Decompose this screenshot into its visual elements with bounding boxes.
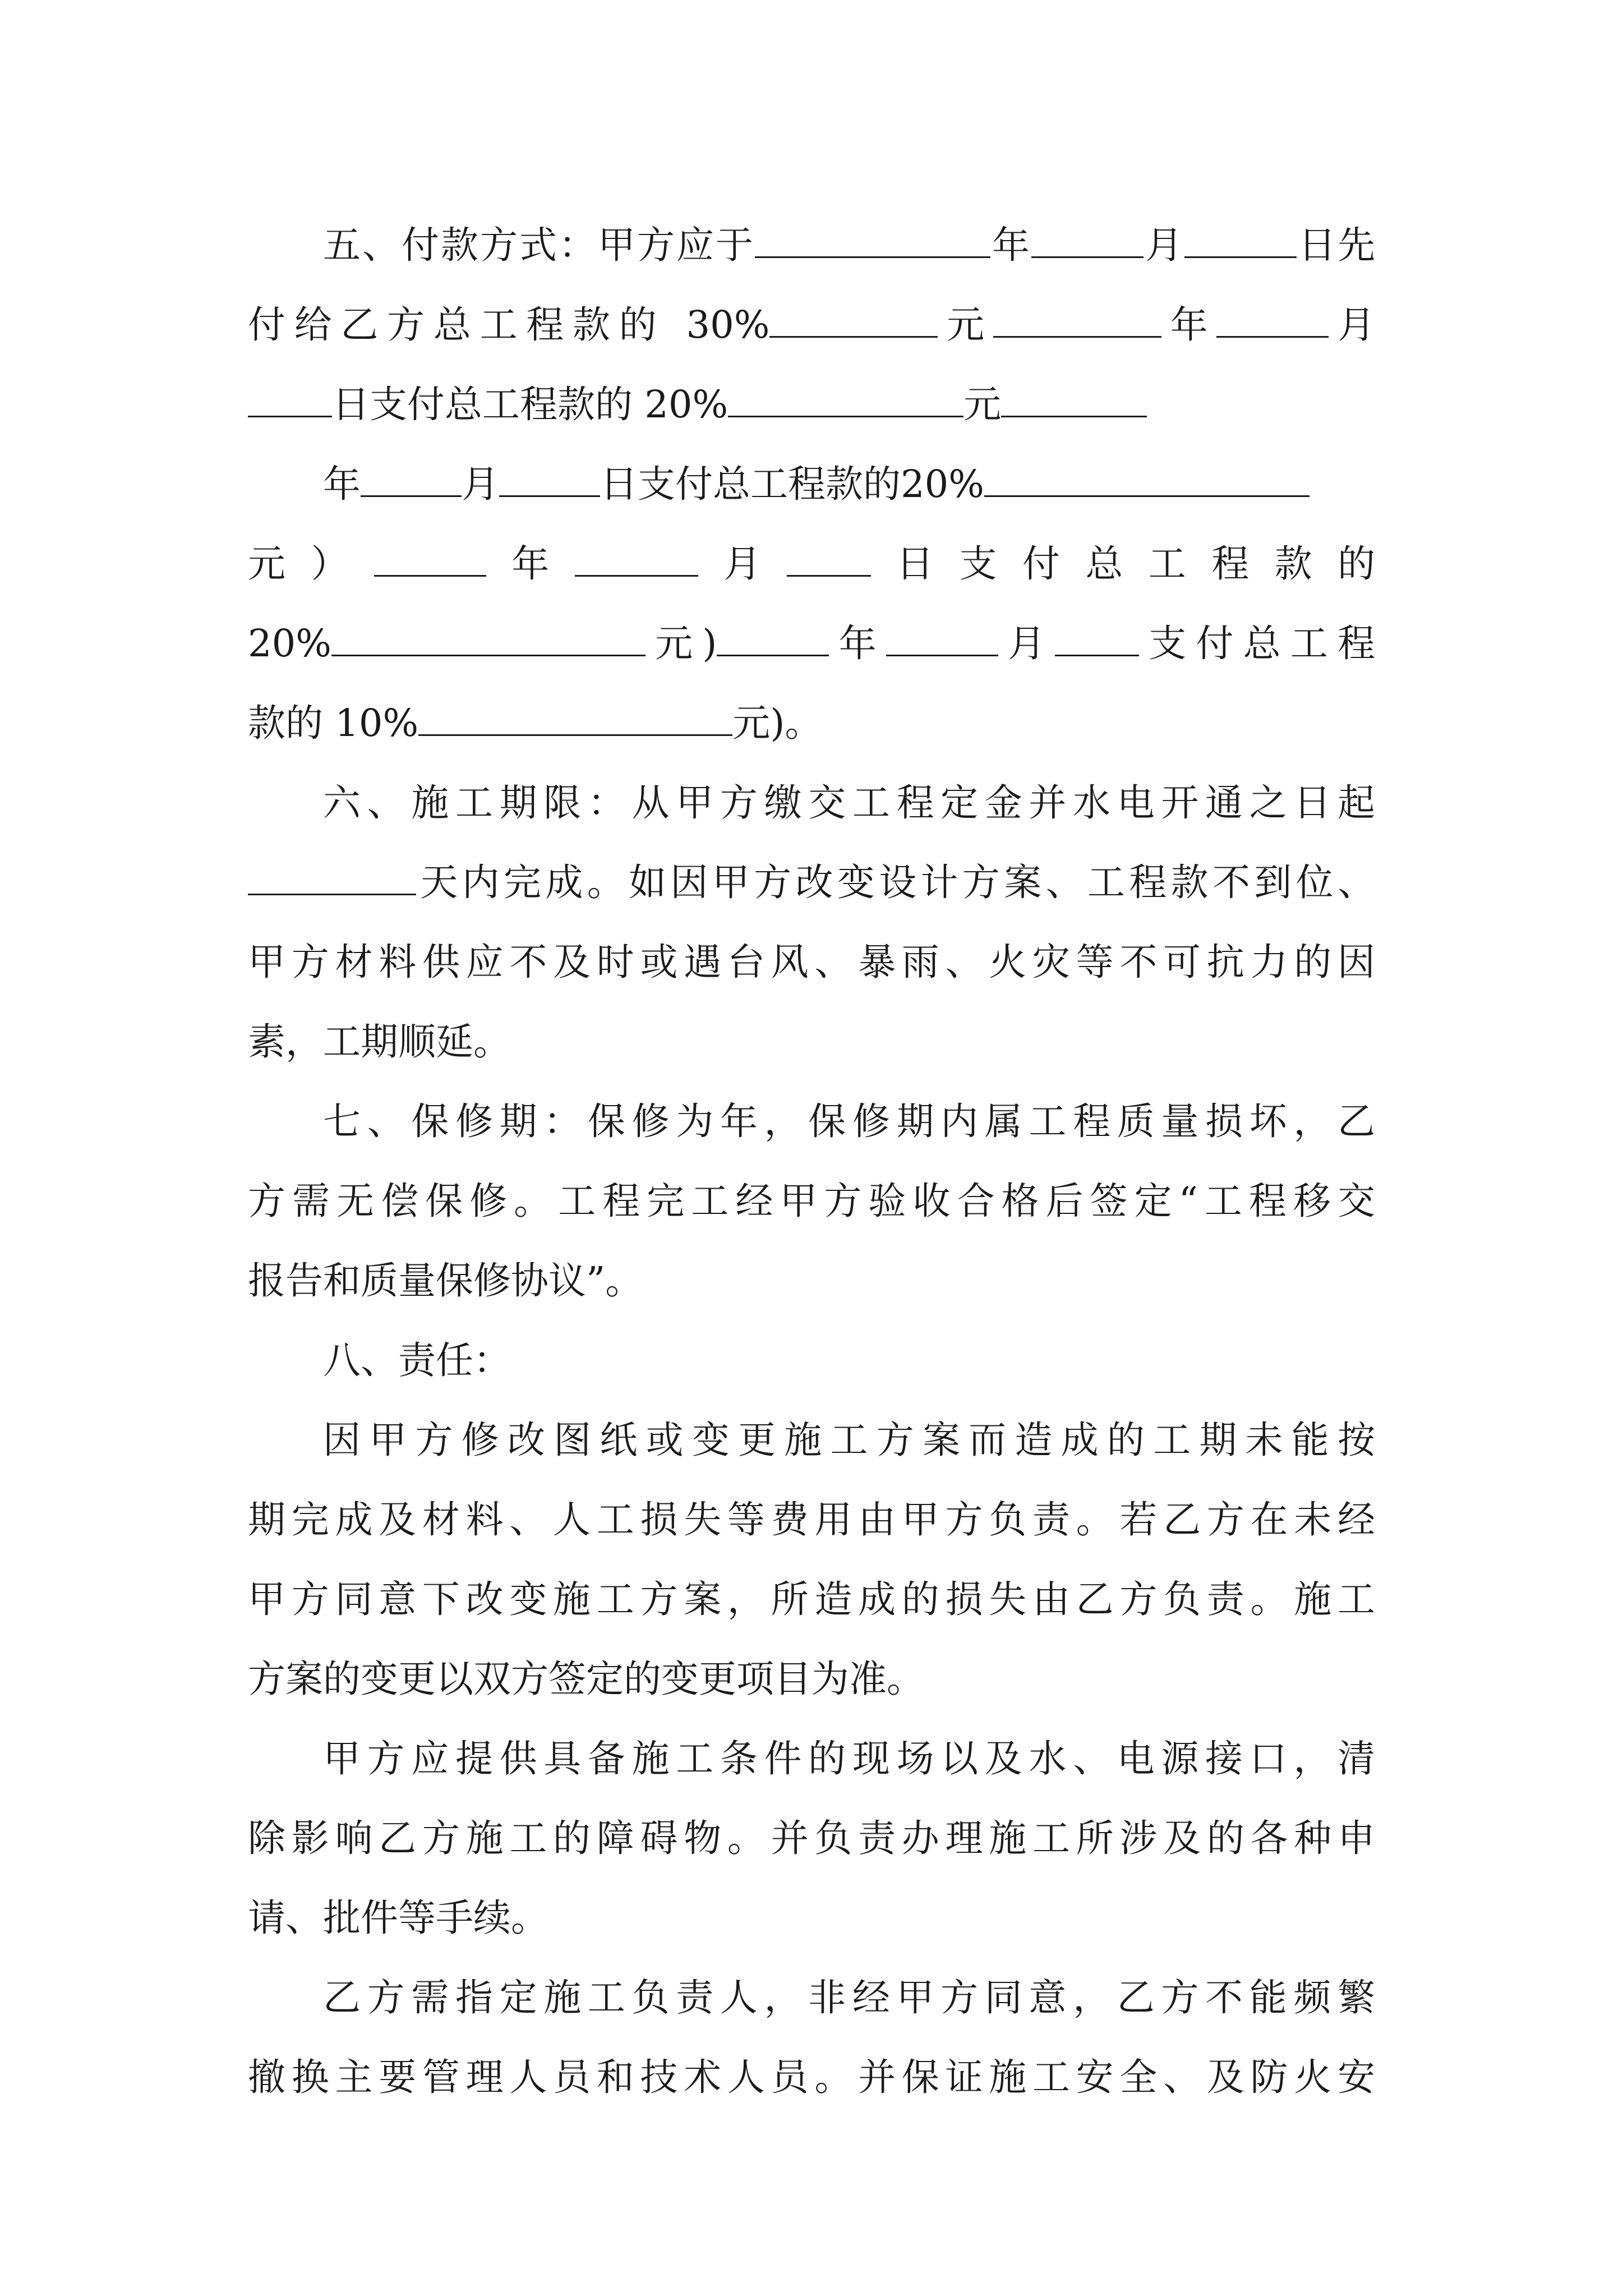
blank-field [769, 303, 938, 338]
section-construction-period [248, 763, 1375, 1082]
text-run: 月 [1329, 303, 1375, 347]
responsibility-p1-line-2: 期完成及材料、人工损失等费用由甲方负责。若乙方在未经 [248, 1498, 1375, 1542]
blank-field [993, 303, 1161, 338]
blank-field [755, 224, 990, 258]
text-run: 年 [323, 462, 361, 506]
responsibility-p1-line-4: 方案的变更以双方签定的变更项目为准。 [248, 1657, 924, 1701]
responsibility-p2-line-3: 请、批件等手续。 [248, 1896, 548, 1940]
text-run: 款的 10% [248, 701, 419, 745]
text-run: 日支付总工程款的20% [600, 462, 984, 506]
text-run: 元) [645, 622, 717, 665]
responsibility-p3-line-1: 乙方需指定施工负责人，非经甲方同意，乙方不能频繁 [323, 1976, 1375, 2019]
payment-line-4 [248, 444, 1375, 524]
payment-line-7 [248, 683, 1375, 763]
responsibility-title: 八、责任： [323, 1338, 511, 1382]
text-run: 月 [462, 462, 499, 506]
blank-field [361, 463, 462, 497]
text-run: 的 [1338, 542, 1376, 586]
payment-line-1 [248, 205, 1375, 285]
section-payment [248, 205, 1375, 763]
text-run: 元)。 [732, 701, 823, 745]
text-run: 元 [248, 542, 311, 586]
blank-field [418, 702, 732, 736]
text-run: 款 [1274, 542, 1338, 586]
blank-field [248, 861, 416, 895]
blank-field [499, 463, 600, 497]
responsibility-p2-line-1: 甲方应提供具备施工条件的现场以及水、电源接口，清 [323, 1737, 1375, 1780]
text-run: 日先 [1297, 223, 1375, 267]
blank-field [717, 622, 829, 656]
blank-field [886, 622, 998, 656]
period-line-2 [248, 843, 1375, 922]
period-line-4: 素，工期顺延。 [248, 1020, 511, 1064]
blank-field [1184, 224, 1297, 258]
text-run: 天内完成。如因甲方改变设计方案、工程款不到位、 [416, 861, 1375, 904]
text-run: 工 [1148, 542, 1212, 586]
text-run: 20% [248, 622, 331, 665]
warranty-line-1: 七、保修期：保修为年，保修期内属工程质量损坏，乙 [323, 1099, 1375, 1143]
text-run: ） [311, 542, 374, 586]
responsibility-p3-line-2: 撤换主要管理人员和技术人员。并保证施工安全、及防火安 [248, 2055, 1375, 2099]
text-run: 支 [959, 542, 1022, 586]
payment-line-3 [248, 365, 1375, 444]
text-run: 总 [1085, 542, 1149, 586]
text-run: 付 [1022, 542, 1086, 586]
text-run: 月 [1144, 223, 1184, 267]
responsibility-p2-line-2: 除影响乙方施工的障碍物。并负责办理施工所涉及的各种申 [248, 1816, 1375, 1860]
document-body [248, 205, 1375, 2117]
text-run: 年 [990, 223, 1031, 267]
text-run: 支付总工程 [1139, 622, 1376, 665]
text-run: 日 [870, 542, 960, 586]
blank-field [1001, 383, 1147, 417]
text-run: 月 [998, 622, 1055, 665]
blank-field [331, 622, 645, 656]
period-line-3: 甲方材料供应不及时或遇台风、暴雨、火灾等不可抗力的因 [248, 940, 1375, 984]
text-run: 付给乙方总工程款的 30% [248, 303, 770, 347]
text-run: 年 [1161, 303, 1217, 347]
text-run: 程 [1211, 542, 1275, 586]
section-warranty [248, 1082, 1375, 1320]
blank-field [787, 542, 871, 577]
text-run: 年 [829, 622, 886, 665]
responsibility-p1-line-1: 因甲方修改图纸或变更施工方案而造成的工期未能按 [323, 1418, 1375, 1462]
text-run: 元 [963, 383, 1002, 426]
blank-field [575, 542, 698, 577]
blank-field [1031, 224, 1144, 258]
payment-line-6 [248, 604, 1375, 683]
payment-line-5 [248, 524, 1375, 604]
blank-field [984, 463, 1310, 497]
blank-field [728, 383, 963, 417]
text-run: 日支付总工程款的 20% [332, 383, 728, 426]
period-line-1: 六、施工期限：从甲方缴交工程定金并水电开通之日起 [323, 781, 1375, 825]
blank-field [1055, 622, 1139, 656]
section-responsibility [248, 1320, 1375, 2117]
text-run: 元 [938, 303, 993, 347]
warranty-line-2: 方需无偿保修。工程完工经甲方验收合格后签定“工程移交 [248, 1179, 1375, 1223]
text-run: 年 [486, 542, 575, 586]
payment-line-2 [248, 285, 1375, 365]
blank-field [1216, 303, 1329, 338]
text-run: 五、付款方式：甲方应于 [323, 223, 755, 267]
responsibility-p1-line-3: 甲方同意下改变施工方案，所造成的损失由乙方负责。施工 [248, 1577, 1375, 1621]
text-run: 月 [698, 542, 787, 586]
blank-field [248, 383, 332, 417]
blank-field [374, 542, 486, 577]
warranty-line-3: 报告和质量保修协议”。 [248, 1259, 643, 1303]
